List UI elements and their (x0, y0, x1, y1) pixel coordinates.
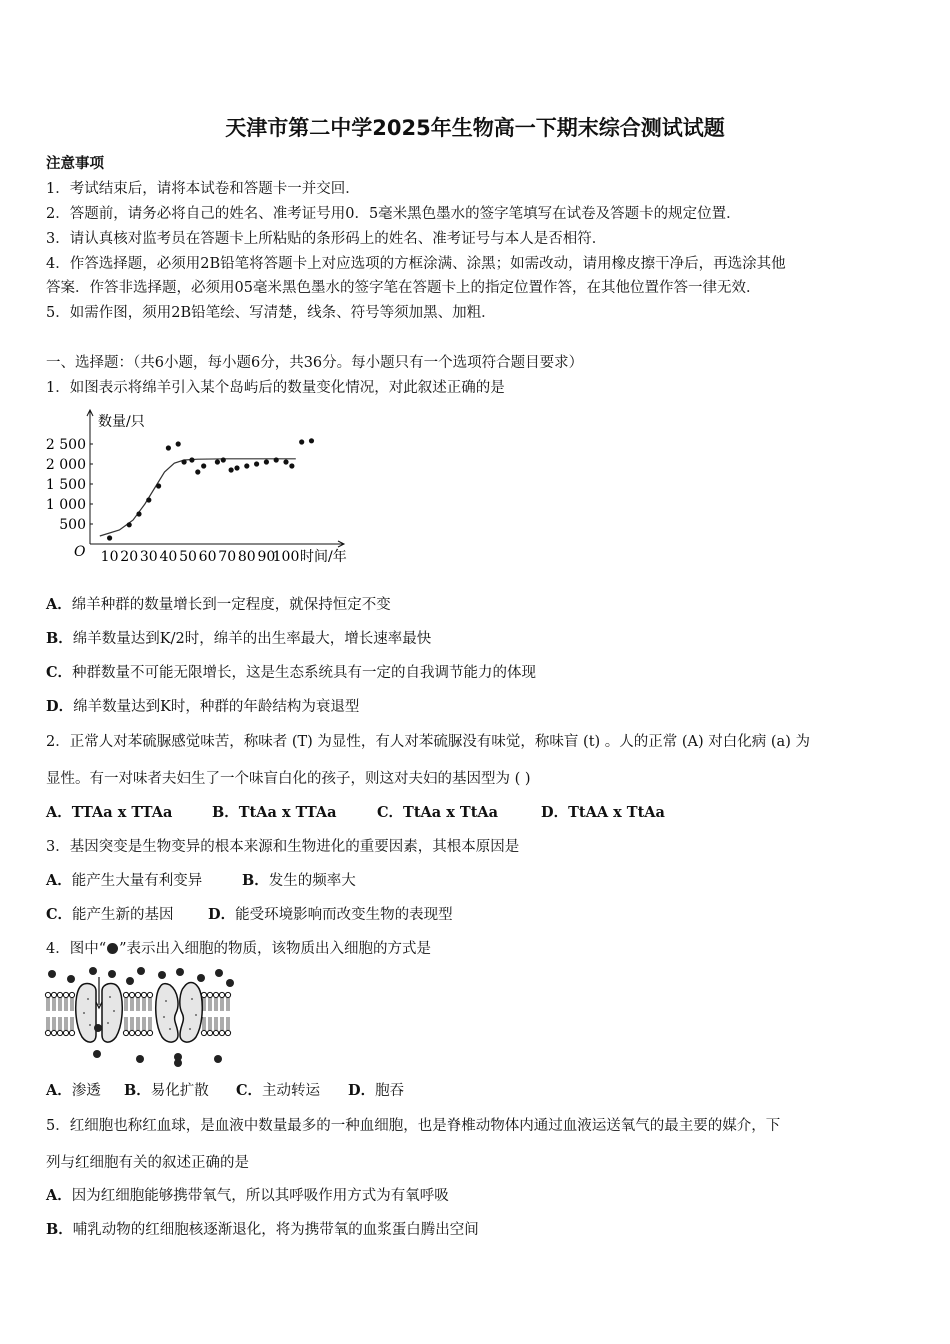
phospholipid-heads-inner (45, 1030, 230, 1035)
x-tick-label: 70 (218, 549, 237, 565)
option-letter: B． (46, 630, 73, 647)
page-title: 天津市第二中学2025年生物高一下期末综合测试试题 (225, 116, 725, 140)
phospholipid-head (225, 1030, 230, 1035)
notice-heading: 注意事项 (46, 155, 104, 172)
data-point (195, 469, 200, 474)
data-point (176, 441, 181, 446)
q3-option-c[interactable] (46, 903, 174, 924)
data-point (244, 463, 249, 468)
option-letter: B． (46, 1221, 73, 1238)
phospholipid-head (57, 1030, 62, 1035)
phospholipid-head (57, 992, 62, 997)
q5-option-b[interactable] (46, 1218, 479, 1239)
option-text: 能受环境影响而改变生物的表现型 (235, 907, 453, 923)
q1-option-a[interactable] (46, 593, 391, 614)
phospholipid-head (141, 1030, 146, 1035)
question-5-stem-line1: 5．红细胞也称红血球，是血液中数量最多的一种血细胞，也是脊椎动物体内通过血液运送氧气的最主要的媒介，下 (46, 1118, 781, 1134)
notice-item: 1．考试结束后，请将本试卷和答题卡一并交回． (46, 181, 360, 197)
option-text: 因为红细胞能够携带氧气，所以其呼吸作用方式为有氧呼吸 (71, 1188, 449, 1204)
data-point (229, 467, 234, 472)
q2-option-d[interactable] (541, 801, 665, 822)
phospholipid-head (45, 1030, 50, 1035)
x-tick-label: 60 (198, 549, 217, 565)
y-axis-label: 数量/只 (98, 414, 145, 430)
x-tick-label: 100 (272, 549, 300, 565)
data-point (201, 463, 206, 468)
option-text: 绵羊数量达到K/2时，绵羊的出生率最大，增长速率最快 (72, 631, 432, 647)
option-text: TTAa x TTAa (71, 804, 173, 821)
y-tick-label: 2 500 (45, 437, 86, 453)
y-tick-label: 500 (59, 517, 86, 533)
data-point (215, 459, 220, 464)
y-tick-label: 1 000 (45, 497, 86, 513)
option-text: 主动转运 (262, 1083, 321, 1099)
x-tick-label: 10 (100, 549, 119, 565)
q4-option-c[interactable] (236, 1079, 320, 1100)
phospholipid-head (213, 1030, 218, 1035)
phospholipid-head (207, 1030, 212, 1035)
phospholipid-head (51, 992, 56, 997)
q4-option-b[interactable] (124, 1079, 209, 1100)
phospholipid-head (63, 992, 68, 997)
phospholipid-head (213, 992, 218, 997)
data-point (127, 522, 132, 527)
phospholipid-head (123, 992, 128, 997)
q2-option-c[interactable] (377, 801, 498, 822)
option-text: 渗透 (71, 1083, 101, 1099)
phospholipid-head (219, 992, 224, 997)
q5-option-a[interactable] (46, 1184, 449, 1205)
option-text: 能产生新的基因 (72, 907, 174, 923)
data-point (146, 497, 151, 502)
phospholipid-head (141, 992, 146, 997)
q3-option-b[interactable] (242, 869, 356, 890)
phospholipid-head (45, 992, 50, 997)
x-tick-label: 40 (159, 549, 178, 565)
option-letter: D． (46, 698, 74, 715)
option-letter: C． (377, 804, 404, 821)
phospholipid-head (201, 1030, 206, 1035)
data-point (254, 461, 259, 466)
phospholipid-head (51, 1030, 56, 1035)
option-letter: A． (46, 804, 72, 821)
data-point (156, 483, 161, 488)
phospholipid-head (129, 1030, 134, 1035)
option-letter: A． (46, 1187, 72, 1204)
option-text: 能产生大量有利变异 (71, 873, 203, 889)
phospholipid-head (69, 992, 74, 997)
phospholipid-head (135, 1030, 140, 1035)
notice-item: 答案．作答非选择题，必须用05毫米黑色墨水的签字笔在答题卡上的指定位置作答，在其他位置作答一律无效． (46, 280, 761, 296)
membrane-diagram (44, 965, 236, 1067)
option-letter: A． (46, 1082, 72, 1099)
option-letter: B． (124, 1082, 151, 1099)
question-2-stem-line1: 2．正常人对苯硫脲感觉味苦，称味者 (T) 为显性，有人对苯硫脲没有味觉，称味盲 (t) 。人的正常 (A) 对白化病 (a) 为 (46, 734, 810, 750)
x-axis-label: 时间/年 (300, 549, 347, 565)
q3-option-d[interactable] (208, 903, 453, 924)
x-tick-label: 80 (237, 549, 256, 565)
option-text: 绵羊数量达到K时，种群的年龄结构为衰退型 (73, 699, 360, 715)
stem-text: 4．图中“ (46, 941, 107, 957)
option-text: 绵羊种群的数量增长到一定程度，就保持恒定不变 (71, 597, 391, 613)
question-5-stem-line2: 列与红细胞有关的叙述正确的是 (46, 1155, 249, 1171)
q4-option-d[interactable] (348, 1079, 404, 1100)
q3-option-a[interactable] (46, 869, 202, 890)
channel-protein-right (156, 983, 203, 1043)
data-point (221, 457, 226, 462)
phospholipid-head (69, 1030, 74, 1035)
q2-option-b[interactable] (212, 801, 337, 822)
notice-item: 3．请认真核对监考员在答题卡上所粘贴的条形码上的姓名、准考证号与本人是否相符． (46, 231, 607, 247)
stem-text: ”表示出入细胞的物质，该物质出入细胞的方式是 (119, 941, 432, 957)
option-letter: C． (46, 664, 73, 681)
option-text: 发生的频率大 (268, 873, 356, 889)
question-1-stem: 1．如图表示将绵羊引入某个岛屿后的数量变化情况，对此叙述正确的是 (46, 380, 505, 396)
data-point (283, 459, 288, 464)
option-letter: A． (46, 596, 72, 613)
question-4-stem (46, 937, 431, 958)
y-tick-label: 2 000 (45, 457, 86, 473)
phospholipid-heads-outer (45, 992, 230, 997)
option-letter: B． (242, 872, 269, 889)
x-tick-label: 50 (179, 549, 197, 565)
y-tick-label: 1 500 (45, 477, 86, 493)
data-point (234, 465, 239, 470)
option-text: 胞吞 (375, 1083, 405, 1099)
data-point (189, 457, 194, 462)
phospholipid-head (63, 1030, 68, 1035)
phospholipid-head (219, 1030, 224, 1035)
phospholipid-head (207, 992, 212, 997)
section-heading: 一、选择题：（共6小题，每小题6分，共36分。每小题只有一个选项符合题目要求） (46, 355, 584, 371)
data-point (107, 535, 112, 540)
molecule-dot-icon (107, 943, 118, 954)
notice-item: 5．如需作图，须用2B铅笔绘、写清楚，线条、符号等须加黑、加粗． (46, 305, 496, 321)
data-point (166, 445, 171, 450)
option-text: TtAa x TtAa (403, 804, 499, 821)
option-text: TtAa x TTAa (238, 804, 337, 821)
phospholipid-head (135, 992, 140, 997)
q1-option-d[interactable] (46, 695, 359, 716)
option-letter: D． (208, 906, 236, 923)
channel-protein-left (76, 977, 123, 1042)
phospholipid-head (147, 992, 152, 997)
question-3-stem: 3．基因突变是生物变异的根本来源和生物进化的重要因素，其根本原因是 (46, 839, 520, 855)
population-chart (44, 404, 364, 574)
option-text: 易化扩散 (150, 1083, 209, 1099)
x-tick-label: 20 (120, 549, 139, 565)
x-tick-label: 90 (257, 549, 276, 565)
data-point (309, 438, 314, 443)
x-tick-label: 30 (139, 549, 158, 565)
question-2-stem-line2: 显性。有一对味者夫妇生了一个味盲白化的孩子，则这对夫妇的基因型为 ( ) (46, 771, 531, 787)
option-letter: C． (236, 1082, 263, 1099)
option-letter: C． (46, 906, 73, 923)
option-letter: B． (212, 804, 239, 821)
data-point (274, 457, 279, 462)
notice-item: 2．答题前，请务必将自己的姓名、准考证号用0．5毫米黑色墨水的签字笔填写在试卷及答题卡的规定位置． (46, 206, 741, 222)
data-point (136, 511, 141, 516)
origin-label: O (74, 544, 86, 560)
data-point (264, 459, 269, 464)
notice-item: 4．作答选择题，必须用2B铅笔将答题卡上对应选项的方框涂满、涂黑；如需改动，请用橡皮擦干净后，再选涂其他 (46, 256, 786, 272)
data-point (299, 439, 304, 444)
option-text: 种群数量不可能无限增长，这是生态系统具有一定的自我调节能力的体现 (72, 665, 537, 681)
option-letter: D． (348, 1082, 376, 1099)
option-letter: D． (541, 804, 569, 821)
option-text: 哺乳动物的红细胞核逐渐退化，将为携带氧的血浆蛋白腾出空间 (72, 1222, 479, 1238)
q1-option-c[interactable] (46, 661, 536, 682)
phospholipid-head (129, 992, 134, 997)
q4-option-a[interactable] (46, 1079, 101, 1100)
data-point (181, 459, 186, 464)
option-letter: A． (46, 872, 72, 889)
data-point (289, 463, 294, 468)
phospholipid-head (147, 1030, 152, 1035)
phospholipid-head (123, 1030, 128, 1035)
q1-option-b[interactable] (46, 627, 431, 648)
q2-option-a[interactable] (46, 801, 172, 822)
option-text: TtAA x TtAa (568, 804, 665, 821)
phospholipid-head (225, 992, 230, 997)
